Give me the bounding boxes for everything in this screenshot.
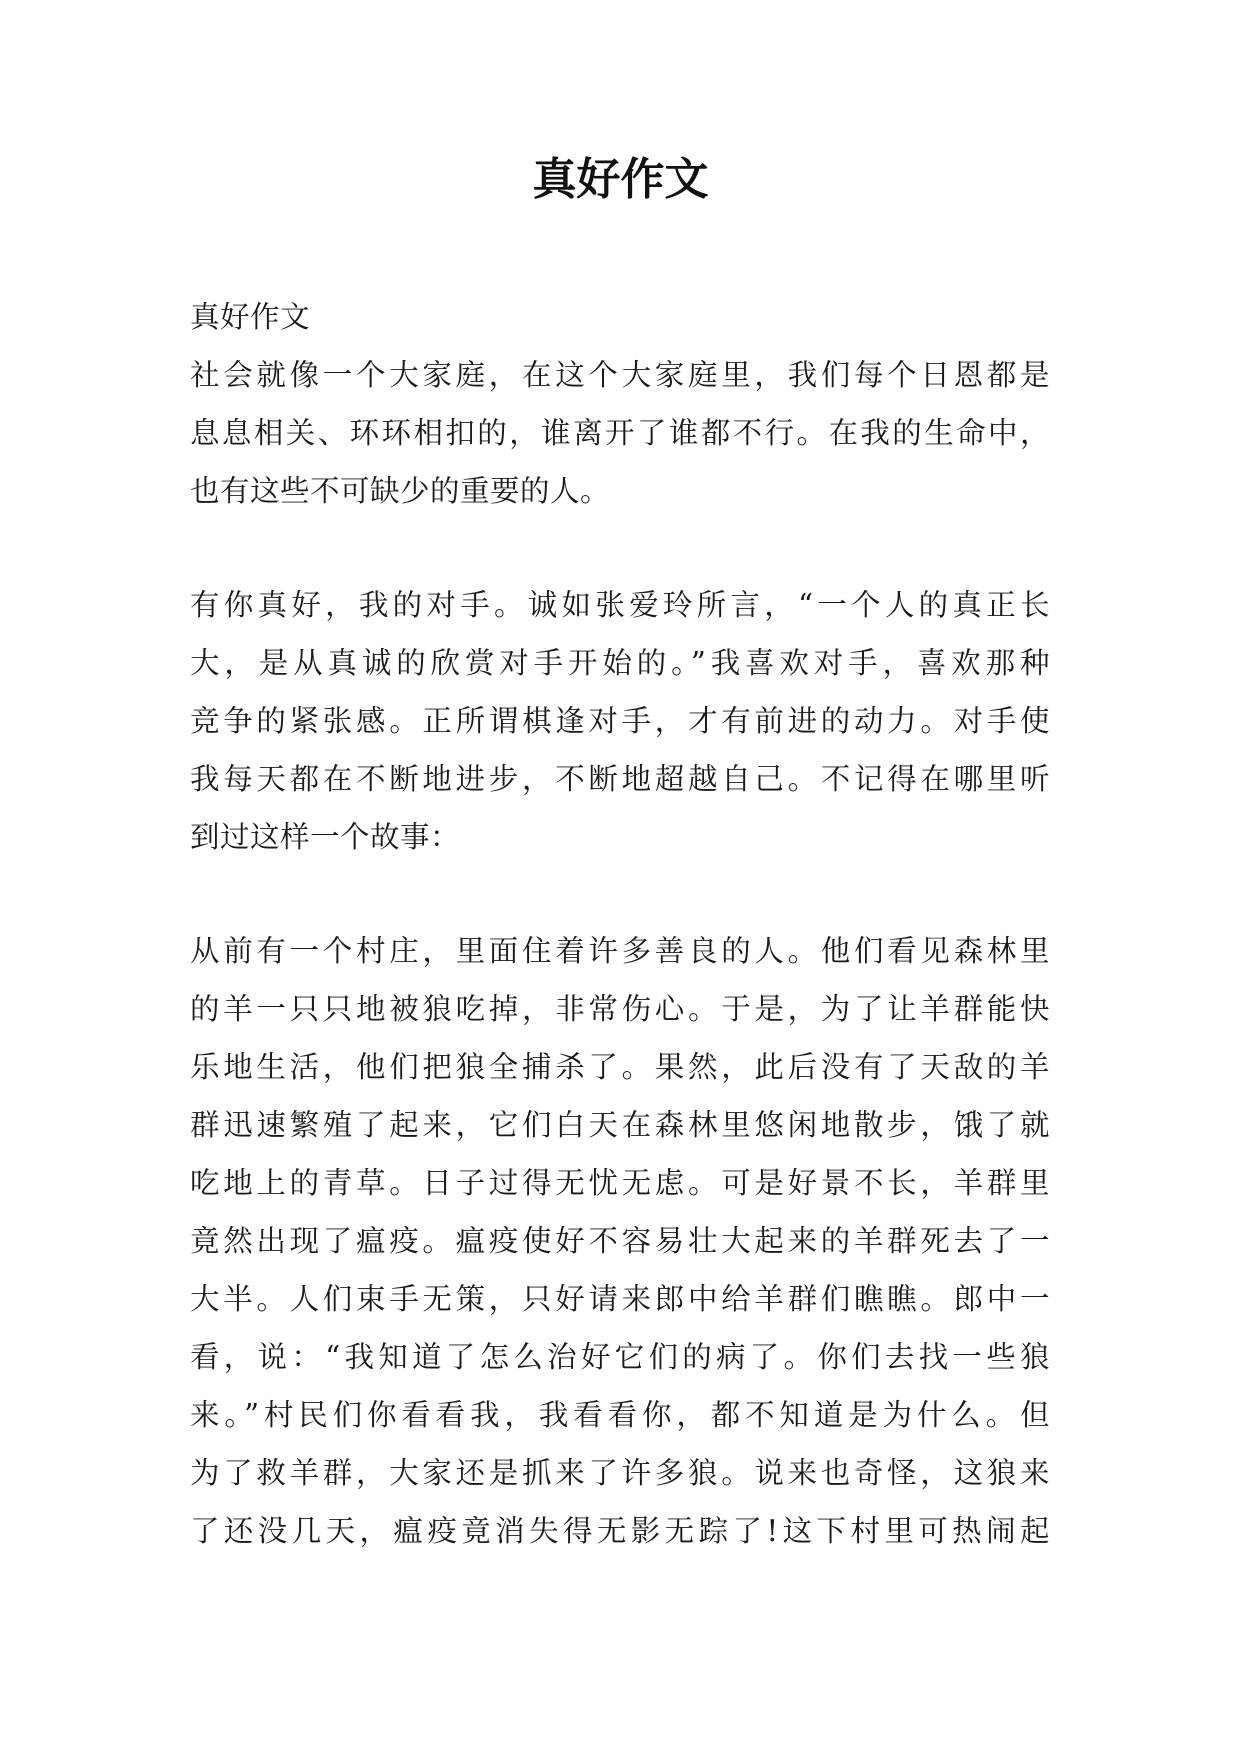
- text-line: 吃地上的青草。日子过得无忧无虑。可是好景不长，羊群里: [190, 1166, 1050, 1200]
- text-line: 为了救羊群，大家还是抓来了许多狼。说来也奇怪，这狼来: [190, 1456, 1050, 1490]
- paragraph-2: [190, 576, 1050, 866]
- text-line: 我每天都在不断地进步，不断地超越自己。不记得在哪里听: [190, 762, 1050, 796]
- paragraph-spacer: [190, 520, 1050, 576]
- text-line: 从前有一个村庄，里面住着许多善良的人。他们看见森林里: [190, 934, 1050, 968]
- text-line: 大，是从真诚的欣赏对手开始的。”我喜欢对手，喜欢那种: [190, 646, 1050, 680]
- text-line: 也有这些不可缺少的重要的人。: [190, 474, 611, 508]
- paragraph-spacer: [190, 866, 1050, 922]
- text-line: 来。”村民们你看看我，我看看你，都不知道是为什么。但: [190, 1398, 1050, 1432]
- text-line: 了还没几天，瘟疫竟消失得无影无踪了!这下村里可热闹起: [190, 1514, 1050, 1548]
- text-line: 的羊一只只地被狼吃掉，非常伤心。于是，为了让羊群能快: [190, 992, 1050, 1026]
- text-line: 息息相关、环环相扣的，谁离开了谁都不行。在我的生命中，: [190, 416, 1050, 450]
- text-line: 竟然出现了瘟疫。瘟疫使好不容易壮大起来的羊群死去了一: [190, 1224, 1050, 1258]
- text-line: 竞争的紧张感。正所谓棋逢对手，才有前进的动力。对手使: [190, 704, 1050, 738]
- paragraph-1: [190, 346, 1050, 520]
- text-line: 到过这样一个故事：: [190, 820, 461, 854]
- document-title: 真好作文: [532, 154, 709, 205]
- text-line: 社会就像一个大家庭，在这个大家庭里，我们每个日恩都是: [190, 358, 1050, 392]
- text-line: 群迅速繁殖了起来，它们白天在森林里悠闲地散步，饿了就: [190, 1108, 1050, 1142]
- paragraph-3: [190, 922, 1050, 1560]
- text-line: 有你真好，我的对手。诚如张爱玲所言，“一个人的真正长: [190, 588, 1050, 622]
- text-line: 大半。人们束手无策，只好请来郎中给羊群们瞧瞧。郎中一: [190, 1282, 1050, 1316]
- text-line: 乐地生活，他们把狼全捕杀了。果然，此后没有了天敌的羊: [190, 1050, 1050, 1084]
- text-line: 看，说：“我知道了怎么治好它们的病了。你们去找一些狼: [190, 1340, 1050, 1374]
- body-heading: 真好作文: [190, 300, 311, 334]
- document-body: [190, 288, 1050, 1560]
